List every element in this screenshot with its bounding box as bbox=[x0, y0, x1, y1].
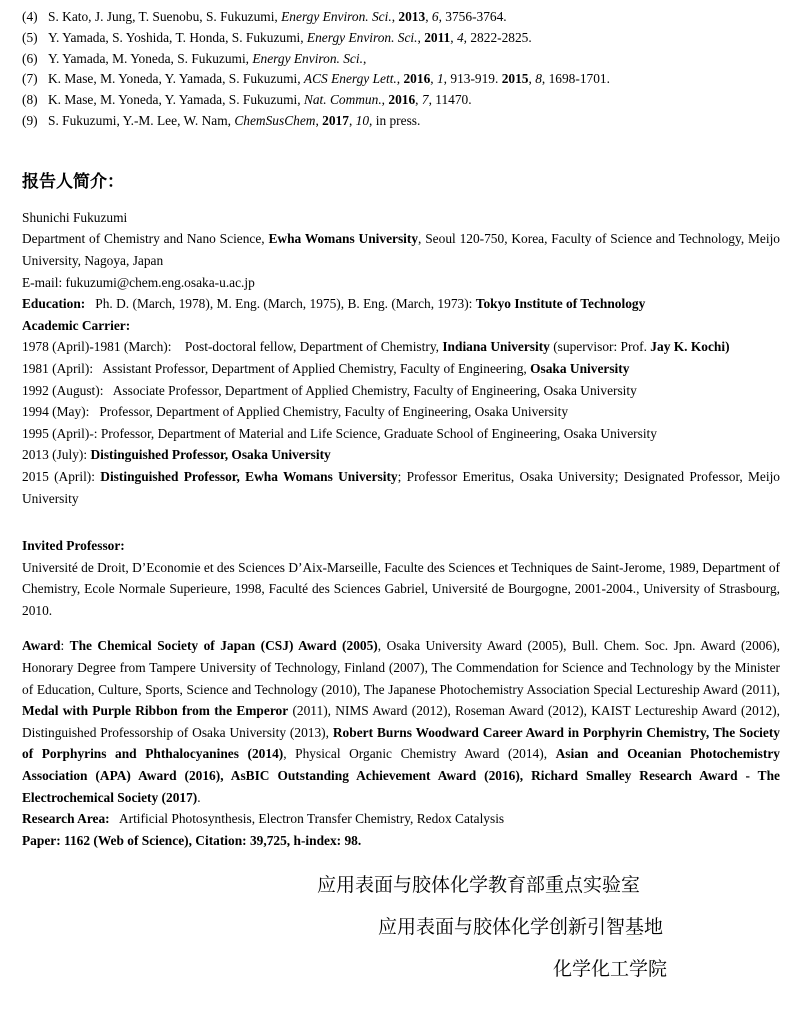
affiliation-line: 应用表面与胶体化学教育部重点实验室 bbox=[316, 875, 640, 897]
text-run: , bbox=[391, 9, 399, 24]
text-run: Université de Droit, D’Economie et des Sciences D’Aix-Marseille, Faculte des Sciences et Techniques de Saint-Jerome, 1989, Department of Chemistry, Ecole Normale Superieure, 1998, Faculté des Sciences Gabriel, Université de Bourgogne, 2001-2004., University of Strasbourg, 2010. bbox=[22, 559, 780, 618]
text-run: Artificial Photosynthesis, Electron Transfer Chemistry, Redox Catalysis bbox=[109, 811, 505, 827]
paragraph bbox=[22, 272, 780, 294]
paragraph bbox=[22, 635, 780, 808]
reference-text bbox=[48, 7, 780, 28]
text-run: Jay K. Kochi) bbox=[650, 339, 730, 355]
text-run: Y. Yamada, M. Yoneda, S. Fukuzumi, bbox=[48, 50, 253, 66]
text-run: Asian and Oceanian Photochemistry Association (APA) Award (2016), AsBIC Outstanding Achievement Award (2016), Richard Smalley Research Award - The Electrochemical Society (2017) bbox=[22, 746, 780, 805]
text-run: , bbox=[362, 50, 367, 66]
text-run: , bbox=[450, 29, 457, 45]
text-run: 2015 bbox=[501, 71, 529, 87]
text-run: (supervisor: Prof. bbox=[549, 339, 651, 355]
text-run: Research Area: bbox=[22, 811, 110, 827]
reference-text bbox=[48, 90, 780, 111]
text-run: Medal with Purple Ribbon from the Emperor bbox=[22, 703, 289, 719]
text-run: , bbox=[315, 112, 323, 128]
text-run: Energy Environ. Sci. bbox=[306, 29, 418, 45]
text-run: E-mail: fukuzumi@chem.eng.osaka-u.ac.jp bbox=[22, 274, 255, 290]
text-run: 2016 bbox=[403, 71, 431, 87]
text-run: . bbox=[197, 789, 201, 805]
reference-item bbox=[22, 111, 780, 132]
text-run: ACS Energy Lett. bbox=[303, 71, 397, 87]
text-run: Energy Environ. Sci. bbox=[281, 9, 392, 24]
text-run: 1992 (August): Associate Professor, Department of Applied Chemistry, Faculty of Engineering, Osaka University bbox=[22, 382, 637, 398]
reference-number: (9) bbox=[22, 112, 38, 128]
text-run: Nat. Commun. bbox=[303, 92, 382, 108]
text-run: 6 bbox=[431, 9, 439, 24]
text-run: Osaka University bbox=[530, 360, 630, 376]
bio-section bbox=[22, 207, 780, 509]
text-run: ; Professor Emeritus, Osaka University; Designated Professor, Meijo University bbox=[22, 468, 780, 506]
paragraph bbox=[22, 293, 780, 315]
text-run: ChemSusChem bbox=[234, 112, 316, 128]
text-run: 2016 bbox=[388, 92, 416, 108]
text-run: 7 bbox=[421, 92, 429, 108]
text-run: The Chemical Society of Japan (CSJ) Award (2005) bbox=[69, 638, 378, 654]
text-run: 1994 (May): Professor, Department of Applied Chemistry, Faculty of Engineering, Osaka University bbox=[22, 404, 569, 420]
text-run: 2013 bbox=[398, 9, 426, 24]
text-run: 2013 (July): bbox=[22, 447, 91, 463]
paragraph bbox=[22, 535, 780, 557]
text-run: Ewha Womans University bbox=[268, 231, 419, 247]
reference-number: (5) bbox=[22, 29, 38, 45]
paragraph bbox=[22, 830, 780, 852]
text-run: , Osaka University Award (2005), Bull. Chem. Soc. Jpn. Award (2006), Honorary Degree from Tampere University of Technology, Finland (2007), The Commendation for Science and Technology by the Minister of Education, Culture, Sports, Science and Technology (2010), The Japanese Photochemistry Association Special Lectureship Award (2011), bbox=[22, 638, 781, 697]
text-run: Tokyo Institute of Technology bbox=[475, 296, 646, 312]
text-run: , 1698-1701. bbox=[541, 71, 610, 87]
text-run: Academic Carrier: bbox=[22, 317, 131, 333]
text-run: Education: bbox=[22, 296, 86, 312]
text-run: 1981 (April): Assistant Professor, Department of Applied Chemistry, Faculty of Engineering, bbox=[22, 360, 531, 376]
paragraph bbox=[22, 380, 780, 402]
reference-text bbox=[48, 111, 780, 132]
paragraph bbox=[22, 207, 780, 229]
text-run: K. Mase, M. Yoneda, Y. Yamada, S. Fukuzumi, bbox=[48, 71, 304, 87]
text-run: , bbox=[528, 71, 536, 87]
text-run: , 11470. bbox=[428, 92, 472, 108]
text-run: Invited Professor: bbox=[22, 538, 125, 554]
reference-item bbox=[22, 7, 780, 28]
reference-text bbox=[48, 28, 780, 49]
paragraph bbox=[22, 423, 780, 445]
paragraph bbox=[22, 401, 780, 423]
reference-number: (6) bbox=[22, 50, 38, 66]
paragraph bbox=[22, 444, 780, 466]
text-run: Department of Chemistry and Nano Science, bbox=[22, 231, 269, 247]
text-run: 4 bbox=[456, 29, 464, 45]
affiliation-line: 化学化工学院 bbox=[552, 959, 667, 981]
footer-affiliations bbox=[22, 865, 780, 991]
paragraph bbox=[22, 315, 780, 337]
reference-item bbox=[22, 49, 780, 70]
text-run: Paper: 1162 (Web of Science), Citation: 39,725, h-index: 98. bbox=[22, 832, 362, 848]
text-run: Distinguished Professor, Ewha Womans University bbox=[100, 468, 398, 484]
text-run: 1978 (April)-1981 (March): Post-doctoral fellow, Department of Chemistry, bbox=[22, 339, 443, 355]
paragraph bbox=[22, 228, 780, 271]
text-run: , bbox=[425, 9, 432, 24]
text-run: Indiana University bbox=[442, 339, 550, 355]
text-run: , bbox=[415, 92, 422, 108]
text-run: , in press. bbox=[369, 112, 421, 128]
paragraph bbox=[22, 557, 780, 622]
reference-text bbox=[48, 49, 780, 70]
text-run: (2011), NIMS Award (2012), Roseman Award (2012), KAIST Lectureship Award (2012), Distinguished Professorship of Osaka University (2013), bbox=[22, 703, 780, 740]
text-run: Ph. D. (March, 1978), M. Eng. (March, 1975), B. Eng. (March, 1973): bbox=[85, 296, 476, 312]
text-run: Distinguished Professor, Osaka University bbox=[90, 447, 331, 463]
paragraph bbox=[22, 466, 780, 509]
text-run: Y. Yamada, S. Yoshida, T. Honda, S. Fukuzumi, bbox=[48, 29, 307, 45]
text-run: , 2822-2825. bbox=[463, 29, 532, 45]
bio-heading: 报告人简介： bbox=[22, 171, 124, 191]
text-run: 2015 (April): bbox=[22, 468, 101, 484]
text-run: , 913-919. bbox=[443, 71, 502, 87]
reference-number: (4) bbox=[22, 9, 38, 24]
text-run: Energy Environ. Sci. bbox=[252, 50, 363, 66]
text-run: Award bbox=[22, 638, 61, 654]
paragraph bbox=[22, 358, 780, 380]
text-run: 1995 (April)-: Professor, Department of Material and Life Science, Graduate School of Engineering, Osaka University bbox=[22, 425, 657, 441]
text-run: 2011 bbox=[424, 29, 451, 45]
text-run: , bbox=[381, 92, 389, 108]
reference-item bbox=[22, 90, 780, 111]
reference-number: (8) bbox=[22, 92, 38, 108]
text-run: 2017 bbox=[322, 112, 349, 128]
paragraph bbox=[22, 808, 780, 830]
text-run: Robert Burns Woodward Career Award in Porphyrin Chemistry, The Society of Porphyrins and Phthalocyanines (2014) bbox=[22, 724, 780, 762]
text-run: 8 bbox=[535, 71, 542, 87]
text-run: : bbox=[60, 638, 70, 654]
text-run: , Seoul 120-750, Korea, Faculty of Science and Technology, Meijo University, Nagoya, Japan bbox=[22, 231, 780, 268]
reference-item bbox=[22, 69, 780, 90]
affiliation-line: 应用表面与胶体化学创新引智基地 bbox=[377, 917, 663, 939]
text-run: , bbox=[430, 71, 437, 87]
text-run: , bbox=[396, 71, 404, 87]
reference-list bbox=[22, 7, 780, 132]
reference-number: (7) bbox=[22, 71, 38, 87]
text-run: , bbox=[417, 29, 425, 45]
invited-professor-section bbox=[22, 535, 780, 621]
text-run: 1 bbox=[436, 71, 444, 87]
reference-item bbox=[22, 28, 780, 49]
text-run: , Physical Organic Chemistry Award (2014), bbox=[283, 746, 556, 762]
awards-section bbox=[22, 635, 780, 851]
text-run: K. Mase, M. Yoneda, Y. Yamada, S. Fukuzumi, bbox=[48, 92, 304, 108]
text-run: S. Kato, J. Jung, T. Suenobu, S. Fukuzumi, bbox=[48, 9, 282, 24]
text-run: 10 bbox=[355, 112, 370, 128]
text-run: S. Fukuzumi, Y.-M. Lee, W. Nam, bbox=[48, 112, 235, 128]
reference-text bbox=[48, 69, 780, 90]
text-run: , 3756-3764. bbox=[438, 9, 507, 24]
text-run: Shunichi Fukuzumi bbox=[22, 209, 128, 225]
paragraph bbox=[22, 336, 780, 358]
text-run: , bbox=[348, 112, 356, 128]
